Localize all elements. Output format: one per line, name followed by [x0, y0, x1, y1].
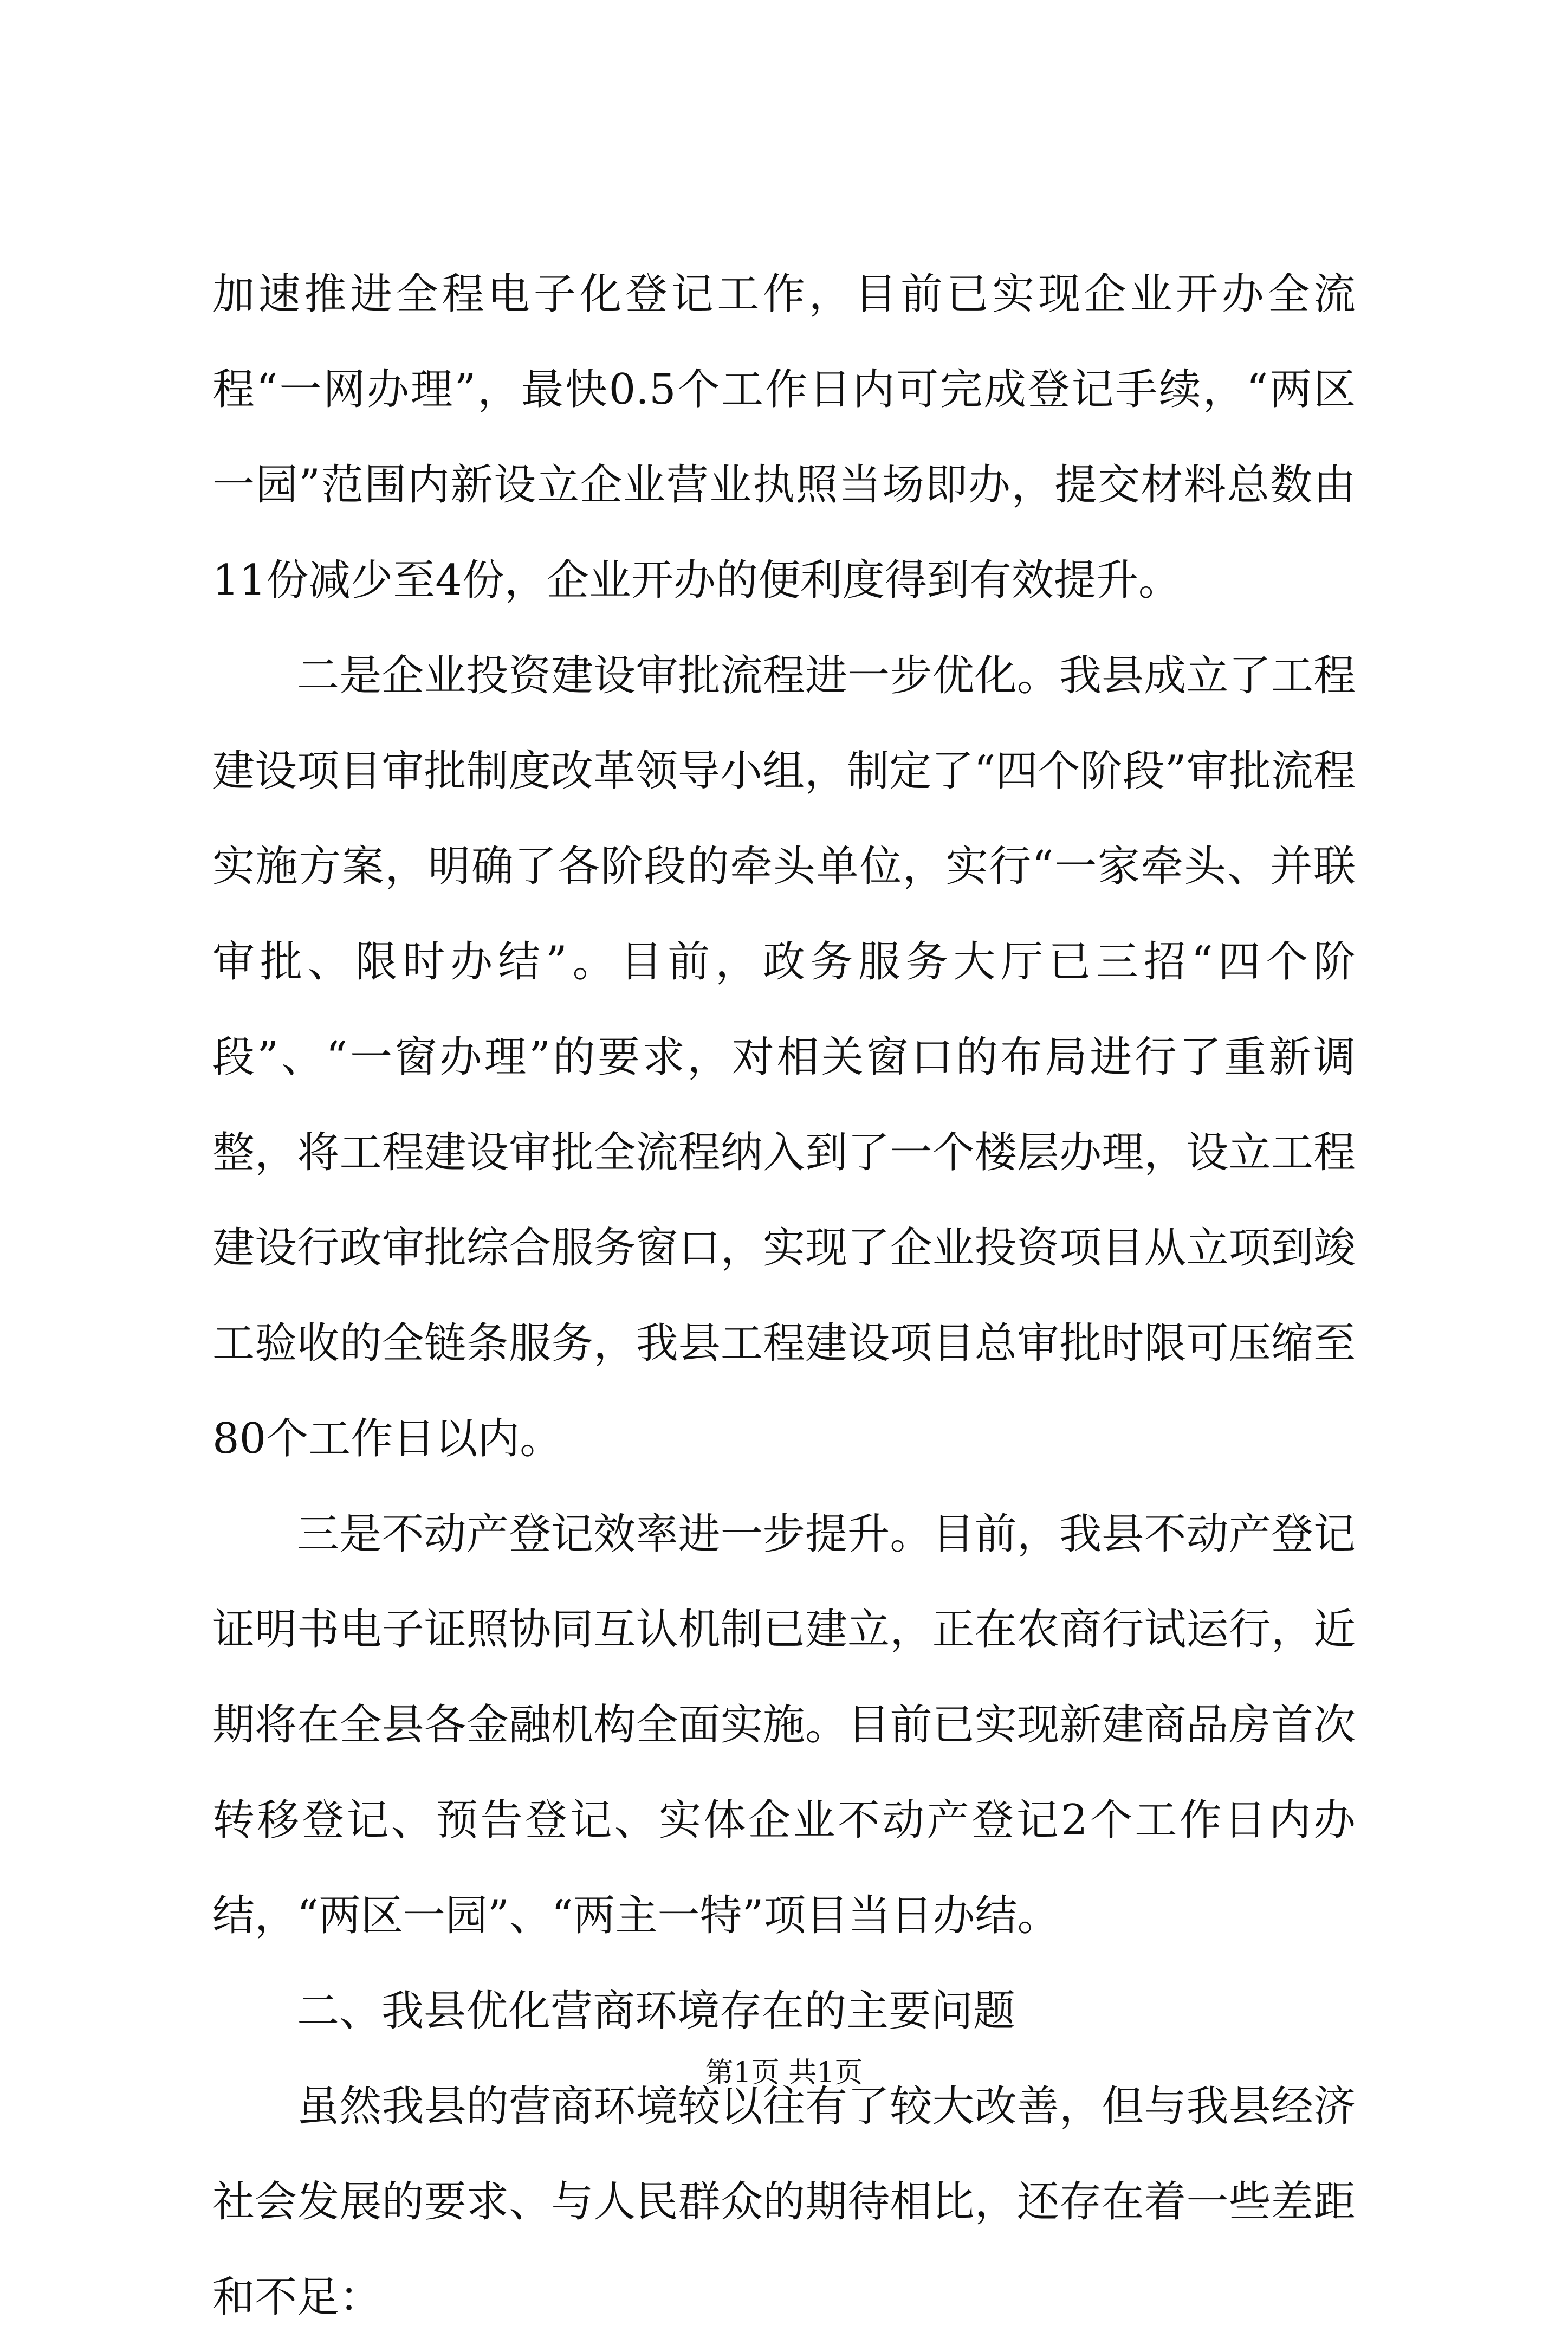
- paragraph-1: 加速推进全程电子化登记工作，目前已实现企业开办全流程“一网办理”，最快0.5个工作日内可完成登记手续，“两区一园”范围内新设立企业营业执照当场即办，提交材料总数由11份减少至4份，企业开办的便利度得到有效提升。: [212, 270, 1356, 605]
- page-footer: 第1页 共1页: [705, 2057, 863, 2089]
- paragraph-5: 虽然我县的营商环境较以往有了较大改善，但与我县经济社会发展的要求、与人民群众的期待相比，还存在着一些差距和不足：: [212, 2082, 1356, 2322]
- paragraph-3: 三是不动产登记效率进一步提升。目前，我县不动产登记证明书电子证照协同互认机制已建立，正在农商行试运行，近期将在全县各金融机构全面实施。目前已实现新建商品房首次转移登记、预告登记、实体企业不动产登记2个工作日内办结，“两区一园”、“两主一特”项目当日办结。: [212, 1510, 1356, 1940]
- document-body: [212, 247, 1356, 2345]
- paragraph-2: 二是企业投资建设审批流程进一步优化。我县成立了工程建设项目审批制度改革领导小组，制定了“四个阶段”审批流程实施方案，明确了各阶段的牵头单位，实行“一家牵头、并联审批、限时办结”。目前，政务服务大厅已三招“四个阶段”、“一窗办理”的要求，对相关窗口的布局进行了重新调整，将工程建设审批全流程纳入到了一个楼层办理，设立工程建设行政审批综合服务窗口，实现了企业投资项目从立项到竣工验收的全链条服务，我县工程建设项目总审批时限可压缩至80个工作日以内。: [212, 651, 1356, 1463]
- section-heading: 二、我县优化营商环境存在的主要问题: [297, 1987, 1016, 2036]
